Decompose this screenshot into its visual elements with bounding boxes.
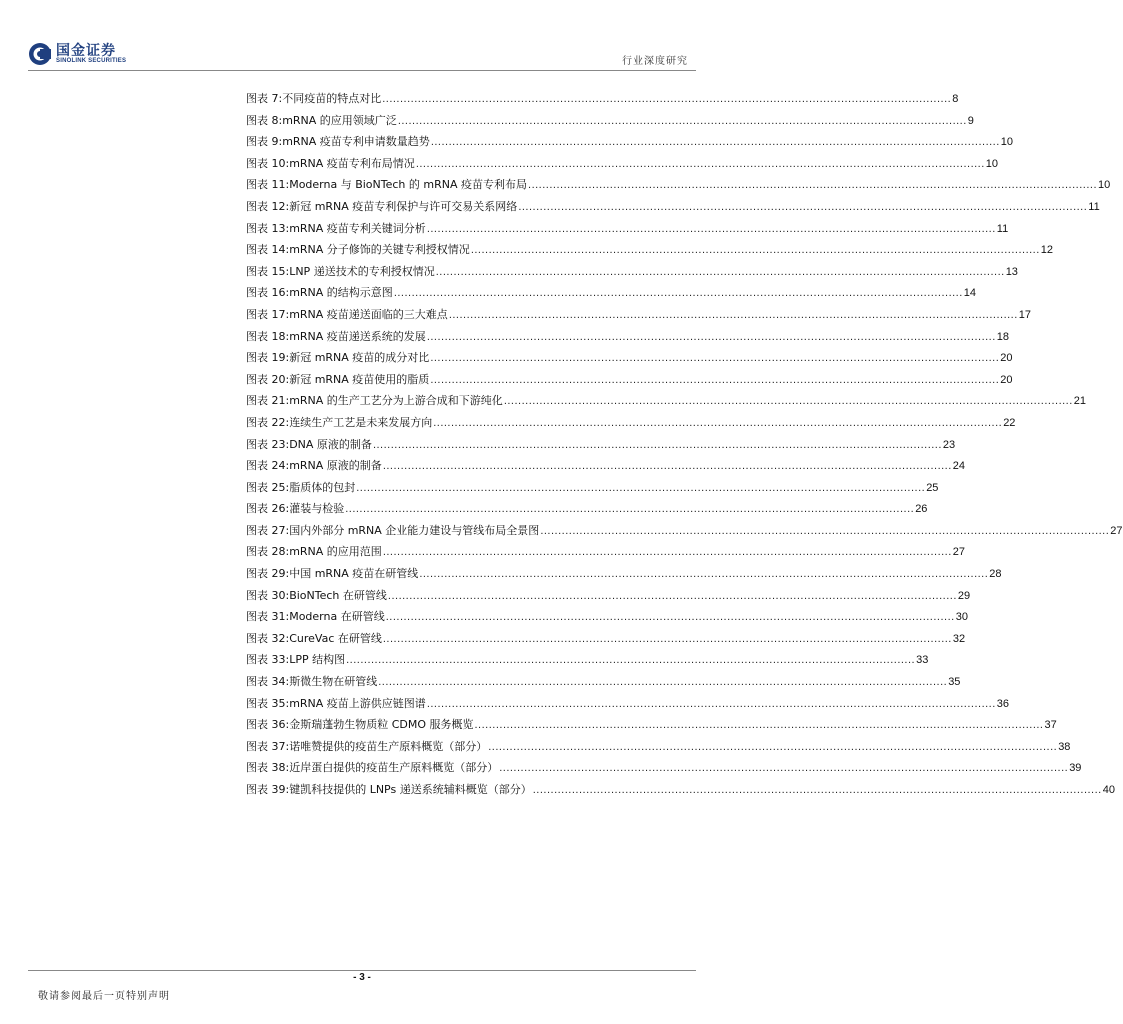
toc-entry[interactable] xyxy=(246,455,966,477)
toc-entry-title: 键凯科技提供的 LNPs 递送系统辅料概览（部分） xyxy=(289,783,532,796)
toc-entry[interactable] xyxy=(246,282,977,304)
toc-entry-page: 27 xyxy=(1110,524,1123,537)
toc-dot-leader: ................................................................................................................................................................ xyxy=(518,200,1088,213)
toc-entry-page: 10 xyxy=(1000,136,1014,149)
toc-entry-page: 30 xyxy=(955,611,968,624)
toc-entry-title: DNA 原液的制备 xyxy=(289,437,372,451)
toc-entry-label: 图表 35: xyxy=(246,696,290,710)
toc-entry-page: 25 xyxy=(926,481,939,494)
toc-entry-title: 脂质体的包封 xyxy=(289,480,356,494)
toc-entry-title: 不同疫苗的特点对比 xyxy=(282,92,382,105)
toc-entry[interactable] xyxy=(246,131,1014,153)
toc-entry-page: 29 xyxy=(957,589,971,602)
toc-entry[interactable] xyxy=(246,563,1002,585)
toc-entry[interactable] xyxy=(246,261,1018,283)
toc-entry-title: LPP 结构图 xyxy=(289,653,346,667)
toc-entry[interactable] xyxy=(246,671,961,693)
toc-entry-title: CureVac 在研管线 xyxy=(289,631,382,645)
toc-dot-leader: ................................................................................................................................................................ xyxy=(387,589,957,602)
toc-dot-leader: ................................................................................................................................................................ xyxy=(426,222,996,235)
toc-entry[interactable] xyxy=(246,88,959,110)
toc-dot-leader: ................................................................................................................................................................ xyxy=(435,265,1005,278)
toc-entry-title: mRNA 的生产工艺分为上游合成和下游纯化 xyxy=(289,394,503,408)
toc-dot-leader: ................................................................................................................................................................ xyxy=(393,287,963,300)
toc-entry-label: 图表 36: xyxy=(246,718,290,732)
toc-dot-leader: ................................................................................................................................................................ xyxy=(470,244,1040,257)
toc-entry[interactable] xyxy=(246,628,966,650)
toc-entry-page: 38 xyxy=(1058,740,1071,753)
footer-disclaimer: 敬请参阅最后一页特别声明 xyxy=(38,991,170,1002)
toc-entry[interactable] xyxy=(246,736,1071,758)
toc-dot-leader: ................................................................................................................................................................ xyxy=(378,676,948,689)
toc-entry-label: 图表 20: xyxy=(246,372,290,386)
toc-entry-title: mRNA 疫苗专利布局情况 xyxy=(289,156,415,170)
toc-entry-page: 17 xyxy=(1018,308,1032,321)
toc-entry-title: mRNA 疫苗专利申请数量趋势 xyxy=(282,135,430,149)
toc-dot-leader: ................................................................................................................................................................ xyxy=(397,114,967,127)
toc-entry-label: 图表 8: xyxy=(246,113,283,127)
toc-dot-leader: ................................................................................................................................................................ xyxy=(372,438,942,451)
toc-entry-title: 近岸蛋白提供的疫苗生产原料概览（部分） xyxy=(289,761,499,775)
toc-entry[interactable] xyxy=(246,498,928,520)
logo-english-name: SINOLINK SECURITIES xyxy=(56,58,127,64)
toc-dot-leader: ................................................................................................................................................................ xyxy=(488,740,1058,753)
toc-entry-label: 图表 25: xyxy=(246,480,290,494)
toc-entry[interactable] xyxy=(246,649,929,671)
toc-entry-page: 27 xyxy=(952,546,966,559)
toc-entry[interactable] xyxy=(246,606,968,628)
toc-entry-label: 图表 29: xyxy=(246,567,290,581)
toc-entry[interactable] xyxy=(246,434,956,456)
toc-entry-label: 图表 9: xyxy=(246,135,283,149)
toc-entry[interactable] xyxy=(246,369,1013,391)
sinolink-logo-icon xyxy=(28,42,52,66)
toc-entry[interactable] xyxy=(246,239,1054,261)
toc-entry-page: 33 xyxy=(916,654,929,667)
toc-entry-page: 8 xyxy=(952,93,959,105)
toc-entry-page: 39 xyxy=(1069,762,1082,775)
toc-entry-page: 11 xyxy=(1088,200,1100,213)
toc-dot-leader: ................................................................................................................................................................ xyxy=(540,524,1110,537)
page-header xyxy=(0,0,724,80)
toc-entry-label: 图表 32: xyxy=(246,631,290,645)
toc-entry-page: 20 xyxy=(1000,352,1013,365)
toc-entry-label: 图表 14: xyxy=(246,243,290,257)
toc-entry-page: 14 xyxy=(963,287,977,300)
toc-entry-label: 图表 26: xyxy=(246,502,290,516)
toc-entry[interactable] xyxy=(246,412,1016,434)
report-type: 行业深度研究 xyxy=(622,56,688,67)
toc-entry-page: 9 xyxy=(967,114,974,127)
toc-entry[interactable] xyxy=(246,196,1100,218)
toc-dot-leader: ................................................................................................................................................................ xyxy=(426,330,996,343)
toc-entry-title: 新冠 mRNA 疫苗的成分对比 xyxy=(289,351,430,365)
toc-entry-title: 灌装与检验 xyxy=(289,502,345,516)
toc-entry-title: mRNA 疫苗递送面临的三大难点 xyxy=(289,307,448,321)
toc-entry-title: 新冠 mRNA 疫苗使用的脂质 xyxy=(289,372,430,386)
toc-entry-page: 23 xyxy=(942,438,956,451)
toc-entry[interactable] xyxy=(246,218,1009,240)
toc-entry-label: 图表 27: xyxy=(246,523,290,537)
toc-dot-leader: ................................................................................................................................................................ xyxy=(448,308,1018,321)
toc-entry-page: 18 xyxy=(996,330,1010,343)
toc-entry-title: mRNA 的应用领域广泛 xyxy=(282,113,397,127)
toc-entry[interactable] xyxy=(246,153,999,175)
toc-entry-label: 图表 10: xyxy=(246,156,290,170)
toc-entry-title: mRNA 原液的制备 xyxy=(289,459,382,473)
toc-dot-leader: ................................................................................................................................................................ xyxy=(503,395,1073,408)
toc-entry-page: 11 xyxy=(996,222,1009,235)
toc-dot-leader: ................................................................................................................................................................ xyxy=(385,611,955,624)
toc-entry[interactable] xyxy=(246,304,1032,326)
toc-entry[interactable] xyxy=(246,174,1111,196)
toc-dot-leader: ................................................................................................................................................................ xyxy=(528,179,1097,192)
toc-entry-label: 图表 16: xyxy=(246,286,290,300)
logo-chinese-name: 国金证券 xyxy=(56,43,116,59)
toc-entry[interactable] xyxy=(246,779,1115,801)
toc-entry-label: 图表 19: xyxy=(246,351,290,365)
toc-dot-leader: ................................................................................................................................................................ xyxy=(430,352,1000,365)
toc-entry-page: 28 xyxy=(989,568,1002,581)
toc-entry-page: 22 xyxy=(1003,416,1016,429)
toc-entry-page: 35 xyxy=(948,676,961,689)
toc-entry-label: 图表 31: xyxy=(246,610,290,624)
toc-dot-leader: ................................................................................................................................................................ xyxy=(382,546,952,559)
toc-entry-label: 图表 12: xyxy=(246,199,290,213)
toc-entry-title: mRNA 疫苗专利关键词分析 xyxy=(289,221,426,235)
toc-entry-title: Moderna 在研管线 xyxy=(289,610,385,624)
figure-index-list xyxy=(246,88,1123,801)
toc-entry-title: mRNA 分子修饰的关键专利授权情况 xyxy=(289,243,470,257)
toc-entry-page: 24 xyxy=(952,460,966,473)
toc-entry[interactable] xyxy=(246,390,1087,412)
toc-entry-label: 图表 18: xyxy=(246,329,290,343)
toc-dot-leader: ................................................................................................................................................................ xyxy=(426,697,996,710)
toc-entry-label: 图表 15: xyxy=(246,264,290,278)
toc-entry-title: 新冠 mRNA 疫苗专利保护与许可交易关系网络 xyxy=(289,199,518,213)
toc-entry[interactable] xyxy=(246,757,1082,779)
toc-entry-label: 图表 33: xyxy=(246,653,290,667)
toc-entry-label: 图表 23: xyxy=(246,437,290,451)
toc-entry-title: BioNTech 在研管线 xyxy=(289,588,387,602)
toc-dot-leader: ................................................................................................................................................................ xyxy=(430,136,1000,149)
toc-entry-page: 20 xyxy=(1000,373,1013,386)
toc-dot-leader: ................................................................................................................................................................ xyxy=(382,632,952,645)
toc-entry-label: 图表 22: xyxy=(246,415,290,429)
toc-entry[interactable] xyxy=(246,541,966,563)
toc-entry-page: 10 xyxy=(985,157,999,170)
toc-dot-leader: ................................................................................................................................................................ xyxy=(415,157,985,170)
toc-entry[interactable] xyxy=(246,477,939,499)
toc-entry-label: 图表 39: xyxy=(246,783,290,796)
toc-entry-page: 21 xyxy=(1073,395,1087,408)
footer-divider xyxy=(28,970,696,971)
toc-dot-leader: ................................................................................................................................................................ xyxy=(346,654,916,667)
toc-entry-title: mRNA 的应用范围 xyxy=(289,545,382,559)
toc-dot-leader: ................................................................................................................................................................ xyxy=(433,416,1003,429)
toc-entry[interactable] xyxy=(246,326,1010,348)
toc-entry[interactable] xyxy=(246,347,1013,369)
toc-entry[interactable] xyxy=(246,110,974,132)
toc-entry-title: LNP 递送技术的专利授权情况 xyxy=(289,264,435,278)
toc-entry-label: 图表 34: xyxy=(246,675,290,689)
toc-entry-label: 图表 17: xyxy=(246,307,290,321)
toc-entry-page: 32 xyxy=(952,632,966,645)
toc-entry-page: 40 xyxy=(1102,784,1115,796)
header-divider xyxy=(28,70,696,71)
toc-entry[interactable] xyxy=(246,585,971,607)
toc-entry-title: mRNA 的结构示意图 xyxy=(289,286,393,300)
toc-entry-title: 斯微生物在研管线 xyxy=(289,675,378,689)
toc-dot-leader: ................................................................................................................................................................ xyxy=(499,762,1069,775)
toc-entry-title: 中国 mRNA 疫苗在研管线 xyxy=(289,567,419,581)
toc-entry-label: 图表 30: xyxy=(246,588,290,602)
toc-entry[interactable] xyxy=(246,693,1010,715)
toc-entry-label: 图表 38: xyxy=(246,761,290,775)
toc-dot-leader: ................................................................................................................................................................ xyxy=(430,373,1000,386)
toc-entry-title: 诺唯赞提供的疫苗生产原料概览（部分） xyxy=(289,739,488,753)
toc-entry-page: 37 xyxy=(1044,719,1057,732)
toc-entry-page: 13 xyxy=(1005,265,1018,278)
toc-dot-leader: ................................................................................................................................................................ xyxy=(532,784,1102,796)
toc-entry-label: 图表 37: xyxy=(246,739,290,753)
toc-entry-label: 图表 28: xyxy=(246,545,290,559)
toc-dot-leader: ................................................................................................................................................................ xyxy=(419,568,989,581)
toc-entry-page: 26 xyxy=(915,503,928,516)
toc-dot-leader: ................................................................................................................................................................ xyxy=(345,503,915,516)
toc-entry-label: 图表 11: xyxy=(246,178,290,192)
toc-dot-leader: ................................................................................................................................................................ xyxy=(474,719,1044,732)
toc-entry-page: 12 xyxy=(1040,244,1054,257)
page-number: - 3 - xyxy=(353,972,371,983)
toc-entry-title: 金斯瑞蓬勃生物质粒 CDMO 服务概览 xyxy=(289,718,474,732)
toc-dot-leader: ................................................................................................................................................................ xyxy=(382,460,952,473)
toc-dot-leader: ................................................................................................................................................................ xyxy=(356,481,926,494)
toc-entry-label: 图表 24: xyxy=(246,459,290,473)
toc-entry[interactable] xyxy=(246,520,1123,542)
toc-entry-label: 图表 13: xyxy=(246,221,290,235)
toc-dot-leader: ................................................................................................................................................................ xyxy=(382,93,952,105)
toc-entry-title: mRNA 疫苗递送系统的发展 xyxy=(289,329,426,343)
toc-entry-title: mRNA 疫苗上游供应链图谱 xyxy=(289,696,426,710)
toc-entry-title: 连续生产工艺是未来发展方向 xyxy=(289,415,433,429)
toc-entry[interactable] xyxy=(246,714,1057,736)
toc-entry-title: Moderna 与 BioNTech 的 mRNA 疫苗专利布局 xyxy=(289,178,528,192)
toc-entry-page: 36 xyxy=(996,697,1010,710)
toc-entry-label: 图表 21: xyxy=(246,394,290,408)
toc-entry-title: 国内外部分 mRNA 企业能力建设与管线布局全景图 xyxy=(289,523,540,537)
toc-entry-label: 图表 7: xyxy=(246,92,283,105)
toc-entry-page: 10 xyxy=(1098,179,1111,192)
